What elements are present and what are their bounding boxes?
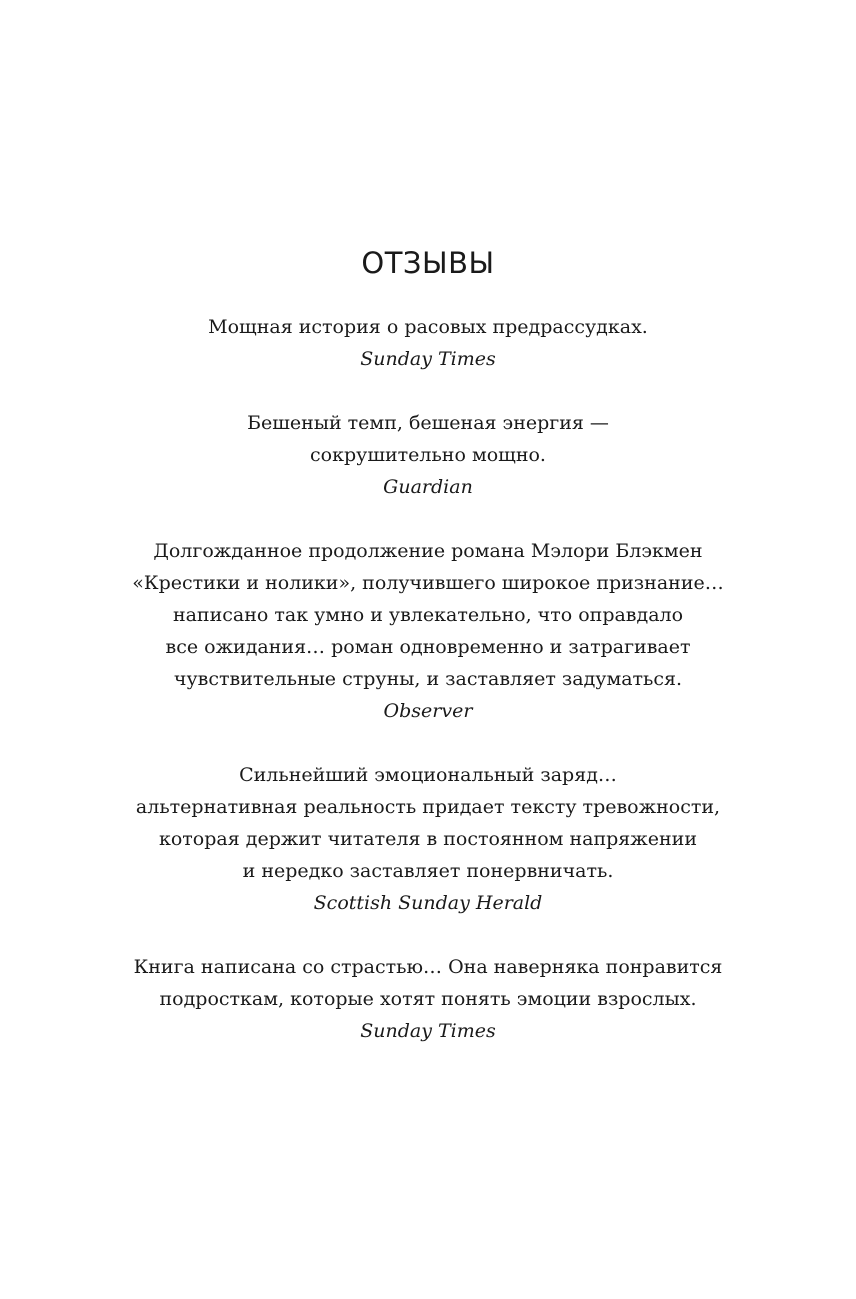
review-source: Scottish Sunday Herald [313, 892, 543, 914]
review-text-line: сокрушительно мощно. [310, 444, 546, 466]
review-2 [0, 407, 856, 503]
review-text-line: чувствительные струны, и заставляет задуматься. [173, 668, 683, 690]
review-source: Observer [383, 700, 473, 722]
review-text-line: Мощная история о расовых предрассудках. [208, 316, 648, 338]
review-text-line: Книга написана со страстью… Она наверняка понравится [133, 956, 723, 978]
review-1 [0, 311, 856, 375]
review-text-line: подросткам, которые хотят понять эмоции взрослых. [159, 988, 697, 1010]
review-text-line: которая держит читателя в постоянном напряжении [158, 828, 697, 850]
review-source: Sunday Times [360, 1020, 496, 1042]
review-source: Guardian [383, 476, 473, 498]
review-5 [0, 951, 856, 1047]
reviews-list [0, 311, 856, 1079]
review-text-line: «Крестики и нолики», получившего широкое признание… [132, 572, 724, 594]
review-text-line: написано так умно и увлекательно, что оправдало [172, 604, 684, 626]
review-text-line: и нередко заставляет понервничать. [242, 860, 614, 882]
review-text-line: Долгожданное продолжение романа Мэлори Блэкмен [153, 540, 703, 562]
review-4 [0, 759, 856, 919]
page-title: ОТЗЫВЫ [361, 246, 495, 280]
review-text-line: Бешеный темп, бешеная энергия — [247, 412, 609, 434]
review-3 [0, 535, 856, 727]
review-text-line: все ожидания… роман одновременно и затрагивает [165, 636, 691, 658]
review-source: Sunday Times [360, 348, 496, 370]
review-text-line: альтернативная реальность придает тексту тревожности, [135, 796, 721, 818]
review-text-line: Сильнейший эмоциональный заряд… [239, 764, 617, 786]
